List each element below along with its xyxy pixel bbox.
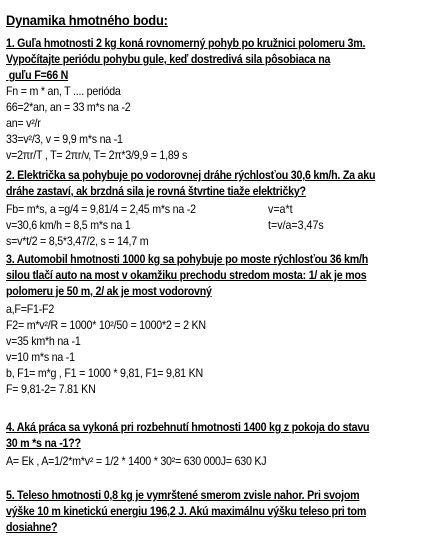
q3-line: b, F1= m*g , F1 = 1000 * 9,81, F1= 9,81 KN [6, 367, 203, 380]
q1-line: an= v²/r [6, 117, 41, 130]
q1-heading-line2: Vypočítajte periódu pohybu gule, keď dostredivá sila pôsobiaca na [6, 53, 331, 66]
q3-line: a,F=F1-F2 [6, 303, 55, 316]
q1-line: 66=2*an, an = 33 m*s na -2 [6, 101, 131, 114]
q1-line: 33=v²/3, v = 9,9 m*s na -1 [6, 133, 123, 146]
q1-line: Fn = m * an, T .... perióda [6, 85, 121, 98]
q4-heading-line2: 30 m *s na -1?? [6, 437, 81, 450]
q3-heading-line1: 3. Automobil hmotnosti 1000 kg sa pohybuje po moste rýchlosťou 36 km/h [6, 253, 369, 266]
q3-heading-line3: polomeru je 50 m, 2/ ak je most vodorovný [6, 285, 212, 298]
q3-line: v=10 m*s na -1 [6, 351, 75, 364]
q3-line: F2= m*v²/R = 1000* 10²/50 = 1000*2 = 2 KN [6, 319, 206, 332]
q1-line: v=2πr/T , T= 2πr/v, T= 2π*3/9,9 = 1,89 s [6, 149, 188, 162]
q3-line: F= 9,81-2= 7.81 KN [6, 383, 96, 396]
q5-heading-line3: dosiahne? [6, 521, 58, 534]
q3-heading-line2: silou tlačí auto na most v okamžiku prechodu stredom mosta: 1/ ak je mos [6, 269, 367, 282]
q2-line: v=30,6 km/h = 8,5 m*s na 1 [6, 219, 131, 232]
q2-line: Fb= m*s, a =g/4 = 9,81/4 = 2,45 m*s na -2 [6, 203, 196, 216]
page-title: Dynamika hmotného bodu: [6, 12, 168, 28]
q5-heading-line1: 5. Teleso hmotnosti 0,8 kg je vymrštené smerom zvisle nahor. Pri svojom [6, 489, 360, 502]
q2-heading-line2: dráhe zastaví, ak brzdná sila je rovná štvrtine tiaže električky? [6, 185, 306, 198]
q2-right-line: t=v/a=3,47s [268, 219, 324, 232]
q1-heading-line1: 1. Guľa hmotnosti 2 kg koná rovnomerný pohyb po kružnici polomeru 3m. [6, 37, 366, 50]
q2-heading-line1: 2. Električka sa pohybuje po vodorovnej dráhe rýchlosťou 30,6 km/h. Za aku [6, 169, 376, 182]
q2-right-line: v=a*t [268, 203, 293, 216]
q4-heading-line1: 4. Aká práca sa vykoná pri rozbehnutí hmotnosti 1400 kg z pokoja do stavu [6, 421, 370, 434]
q5-heading-line2: výške 10 m kinetickú energiu 196,2 J. Akú maximálnu výšku teleso pri tom [6, 505, 367, 518]
q2-line: s=v*t/2 = 8,5*3,47/2, s = 14,7 m [6, 235, 149, 248]
q3-line: v=35 km*h na -1 [6, 335, 81, 348]
q4-line: A= Ek , A=1/2*m*v² = 1/2 * 1400 * 30²= 630 000J= 630 KJ [6, 455, 267, 468]
q1-heading-line3: guľu F=66 N [6, 69, 69, 82]
